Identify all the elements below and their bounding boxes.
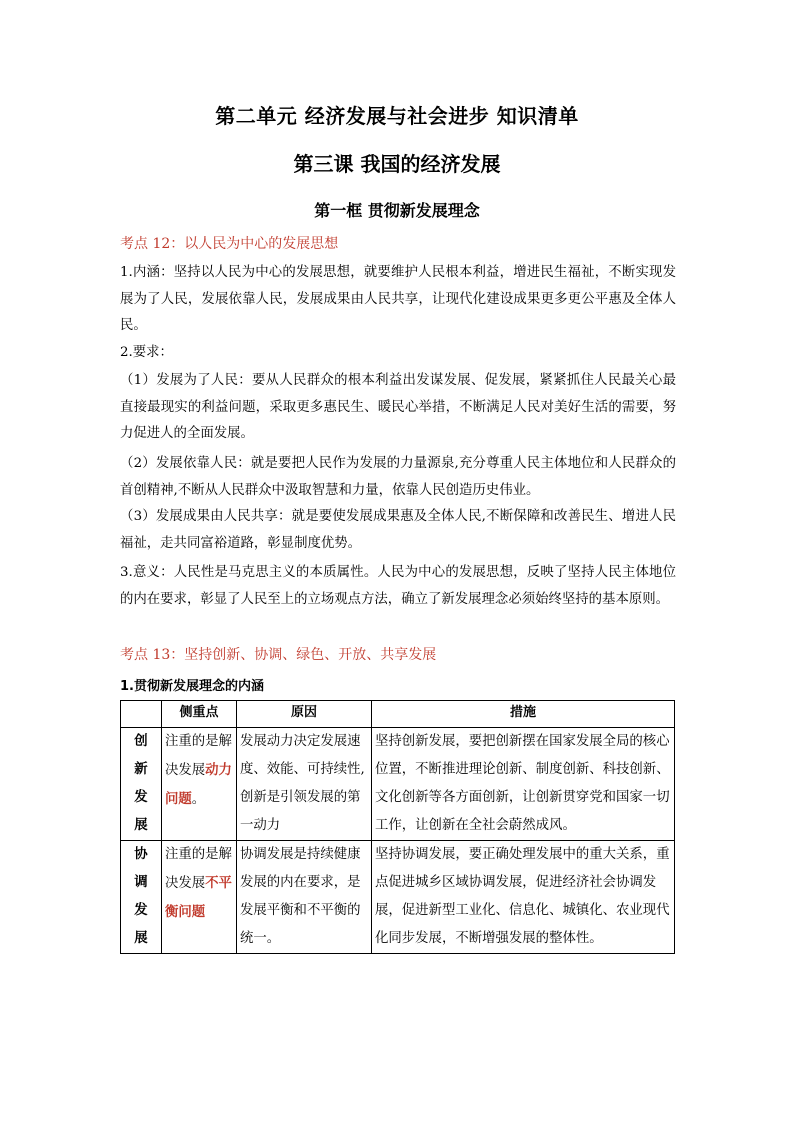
reason-cell: 协调发展是持续健康发展的内在要求，是发展平衡和不平衡的统一。 — [237, 841, 372, 954]
table-row — [121, 841, 675, 954]
row-name-cell — [121, 841, 162, 954]
focus-cell — [162, 841, 237, 954]
lesson-title: 第三课 我国的经济发展 — [293, 152, 501, 176]
row-name-char: 展 — [134, 818, 148, 833]
concept-table — [120, 700, 675, 954]
point12-heading: 考点 12：以人民为中心的发展思想 — [120, 236, 339, 252]
row-name-cell — [121, 728, 162, 841]
unit-title: 第二单元 经济发展与社会进步 知识清单 — [215, 104, 579, 128]
point12-connotation: 1.内涵：坚持以人民为中心的发展思想，就要维护人民根本利益，增进民生福祉，不断实现发展为了人民，发展依靠人民，发展成果由人民共享，让现代化建设成果更多更公平惠及全体人民。 — [120, 265, 676, 333]
table-header-cell — [121, 701, 162, 728]
table-header-cell: 原因 — [237, 701, 372, 728]
focus-keyword: 动力问题 — [165, 762, 232, 807]
focus-cell — [162, 728, 237, 841]
row-name-char: 协 — [134, 847, 148, 862]
point12-req3: （3）发展成果由人民共享：就是要使发展成果惠及全体人民,不断保障和改善民生、增进人民福祉，走共同富裕道路，彰显制度优势。 — [120, 509, 676, 551]
focus-text: 注重的是解决发展 — [165, 734, 232, 778]
point12-significance: 3.意义：人民性是马克思主义的本质属性。人民为中心的发展思想，反映了坚持人民主体地位的内在要求，彰显了人民至上的立场观点方法，确立了新发展理念必须始终坚持的基本原则。 — [120, 565, 676, 607]
reason-cell: 发展动力决定发展速度、效能、可持续性,创新是引领发展的第一动力 — [237, 728, 372, 841]
measure-cell: 坚持协调发展，要正确处理发展中的重大关系，重点促进城乡区域协调发展，促进经济社会协调发展，促进新型工业化、信息化、城镇化、农业现代化同步发展，不断增强发展的整体性。 — [372, 841, 675, 954]
table-row — [121, 728, 675, 841]
point12-req2: （2）发展依靠人民：就是要把人民作为发展的力量源泉,充分尊重人民主体地位和人民群众的首创精神,不断从人民群众中汲取智慧和力量，依靠人民创造历史伟业。 — [120, 456, 676, 498]
row-name-char: 新 — [134, 762, 148, 777]
row-name-char: 发 — [134, 903, 148, 918]
row-name-char: 创 — [134, 734, 148, 749]
row-name-char: 调 — [134, 875, 148, 890]
focus-text: 注重的是解决发展 — [165, 847, 232, 891]
row-name-char: 展 — [134, 931, 148, 946]
point12-req1: （1）发展为了人民：要从人民群众的根本利益出发谋发展、促发展，紧紧抓住人民最关心最直接最现实的利益问题，采取更多惠民生、暖民心举措，不断满足人民对美好生活的需要，努力促进人的全面发展。 — [120, 373, 676, 441]
measure-cell: 坚持创新发展，要把创新摆在国家发展全局的核心位置，不断推进理论创新、制度创新、科技创新、文化创新等各方面创新，让创新贯穿党和国家一切工作，让创新在全社会蔚然成风。 — [372, 728, 675, 841]
point13-subheading: 1.贯彻新发展理念的内涵 — [120, 679, 264, 694]
table-header-cell: 侧重点 — [162, 701, 237, 728]
table-header-cell: 措施 — [372, 701, 675, 728]
focus-suffix: 。 — [191, 792, 206, 807]
point13-heading: 考点 13：坚持创新、协调、绿色、开放、共享发展 — [120, 647, 437, 663]
frame-title: 第一框 贯彻新发展理念 — [314, 201, 480, 220]
focus-keyword: 不平衡问题 — [165, 875, 232, 920]
table-header-row — [121, 701, 675, 728]
row-name-char: 发 — [134, 790, 148, 805]
point12-requirements-label: 2.要求： — [120, 345, 173, 360]
